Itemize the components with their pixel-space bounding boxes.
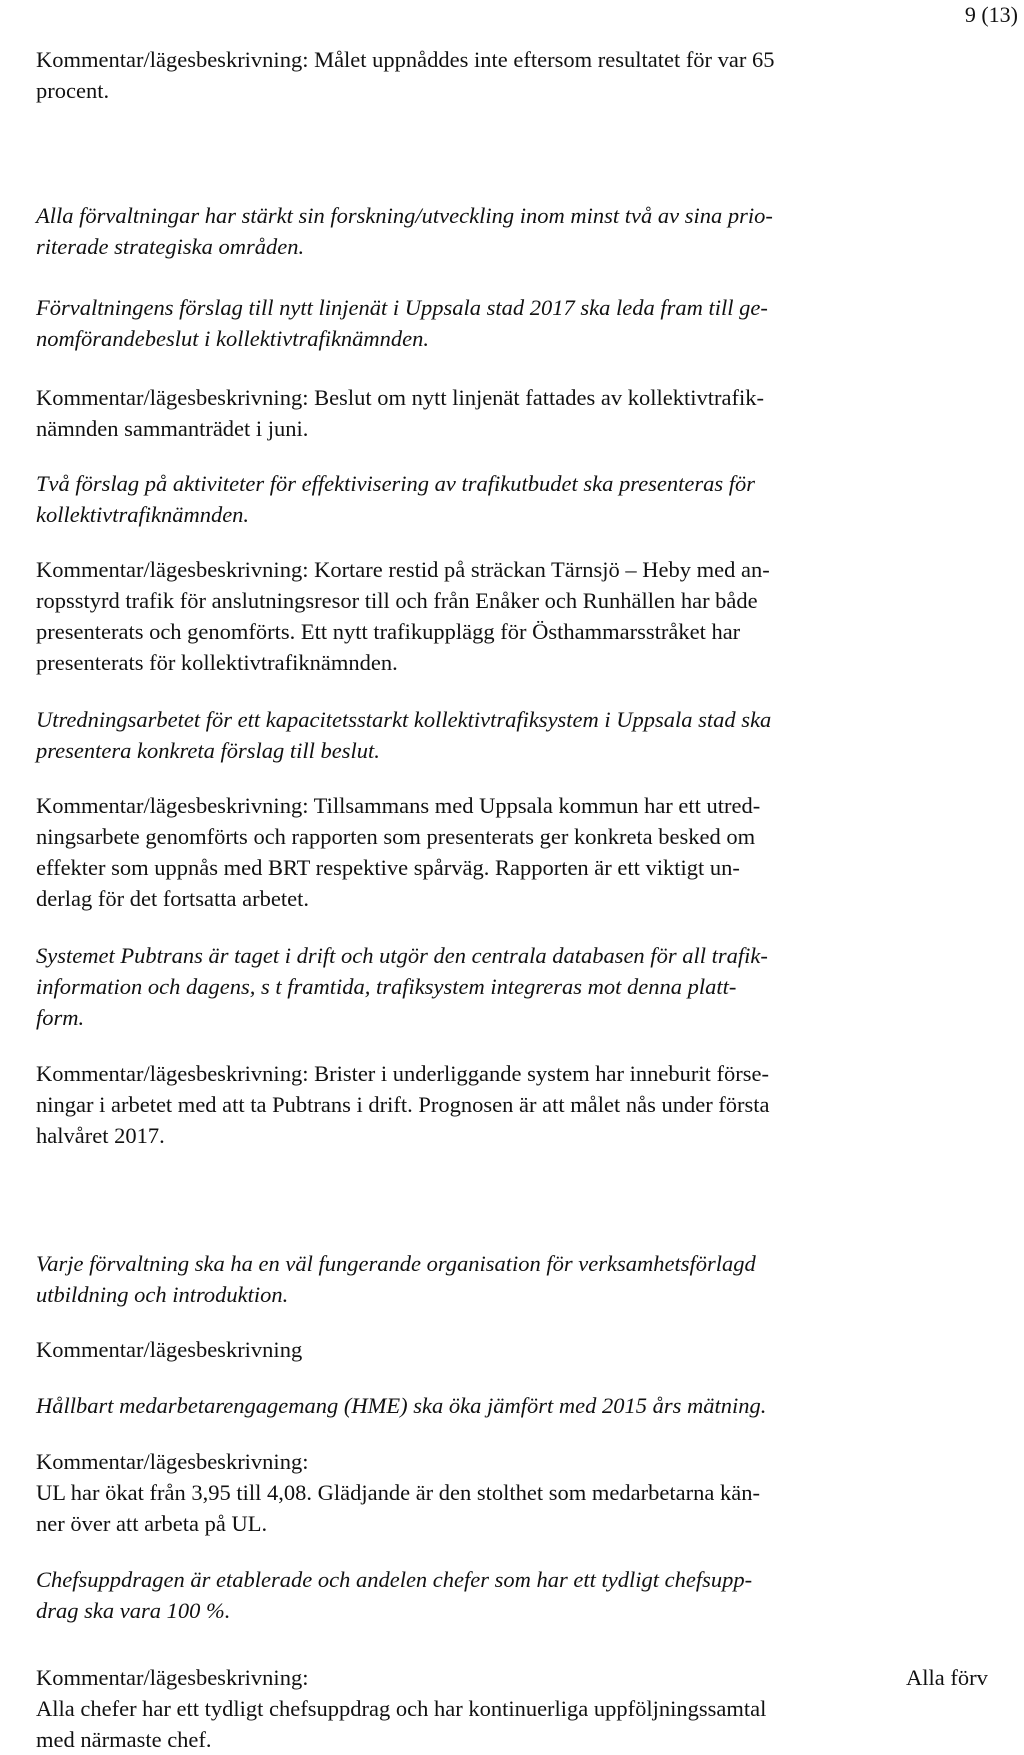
text-line: presenterats för kollektivtrafiknämnden. <box>36 650 398 675</box>
text-line: med närmaste chef. <box>36 1727 212 1752</box>
text-line: ningar i arbetet med att ta Pubtrans i drift. Prognosen är att målet nås under första <box>36 1092 770 1117</box>
goal-paragraph <box>36 940 768 1033</box>
text-line: Två förslag på aktiviteter för effektivisering av trafikutbudet ska presenteras för <box>36 471 756 496</box>
text-line: presenterats och genomförts. Ett nytt trafikupplägg för Östhammarsstråket har <box>36 619 741 644</box>
text-line: Alla chefer har ett tydligt chefsuppdrag och har kontinuerliga uppföljningssamtal <box>36 1696 767 1721</box>
text-line: nämnden sammanträdet i juni. <box>36 416 309 441</box>
text-line: kollektivtrafiknämnden. <box>36 502 250 527</box>
text-line: Kommentar/lägesbeskrivning: Brister i underliggande system har inneburit förse- <box>36 1061 769 1086</box>
text-line: Kommentar/lägesbeskrivning: Kortare restid på sträckan Tärnsjö – Heby med an- <box>36 557 770 582</box>
text-line: derlag för det fortsatta arbetet. <box>36 886 309 911</box>
goal-paragraph <box>36 468 755 530</box>
text-line: Varje förvaltning ska ha en väl fungerande organisation för verksamhetsförlagd <box>36 1251 756 1276</box>
comment-paragraph <box>36 790 760 914</box>
text-line: Chefsuppdragen är etablerade och andelen chefer som har ett tydligt chefsupp- <box>36 1567 753 1592</box>
text-line: Kommentar/lägesbeskrivning: Beslut om nytt linjenät fattades av kollektivtrafik- <box>36 385 764 410</box>
text-line: Hållbart medarbetarengagemang (HME) ska öka jämfört med 2015 års mätning. <box>36 1393 767 1418</box>
text-line: halvåret 2017. <box>36 1123 165 1148</box>
text-line: information och dagens, s t framtida, trafiksystem integreras mot denna platt- <box>36 974 737 999</box>
page-number: 9 (13) <box>964 2 1018 27</box>
text-line: Alla förvaltningar har stärkt sin forskning/utveckling inom minst två av sina prio- <box>36 203 773 228</box>
comment-paragraph <box>36 1662 766 1755</box>
text-line: procent. <box>36 78 110 103</box>
comment-paragraph <box>36 1334 302 1365</box>
text-line: presentera konkreta förslag till beslut. <box>36 738 380 763</box>
goal-paragraph <box>36 292 768 354</box>
text-line: ropsstyrd trafik för anslutningsresor till och från Enåker och Runhällen har både <box>36 588 758 613</box>
text-line: Kommentar/lägesbeskrivning: Tillsammans med Uppsala kommun har ett utred- <box>36 793 761 818</box>
goal-paragraph <box>36 704 771 766</box>
text-line: form. <box>36 1005 85 1030</box>
text-line: nomförandebeslut i kollektivtrafiknämnden. <box>36 326 430 351</box>
text-line: Kommentar/lägesbeskrivning <box>36 1337 303 1362</box>
goal-paragraph <box>36 1248 756 1310</box>
text-line: Utredningsarbetet för ett kapacitetsstarkt kollektivtrafiksystem i Uppsala stad ska <box>36 707 772 732</box>
comment-paragraph <box>36 382 764 444</box>
text-line: ner över att arbeta på UL. <box>36 1511 268 1536</box>
comment-paragraph <box>36 1446 760 1539</box>
text-line: UL har ökat från 3,95 till 4,08. Glädjande är den stolthet som medarbetarna kän- <box>36 1480 760 1505</box>
text-line: riterade strategiska områden. <box>36 234 305 259</box>
text-line: Kommentar/lägesbeskrivning: <box>36 1449 309 1474</box>
text-line: effekter som uppnås med BRT respektive spårväg. Rapporten är ett viktigt un- <box>36 855 740 880</box>
comment-paragraph <box>36 554 770 678</box>
text-line: utbildning och introduktion. <box>36 1282 289 1307</box>
text-line: ningsarbete genomförts och rapporten som presenterats ger konkreta besked om <box>36 824 756 849</box>
goal-paragraph <box>36 1390 766 1421</box>
goal-paragraph <box>36 200 773 262</box>
text-line: Systemet Pubtrans är taget i drift och utgör den centrala databasen för all trafik- <box>36 943 768 968</box>
text-line: Förvaltningens förslag till nytt linjenät i Uppsala stad 2017 ska leda fram till ge- <box>36 295 768 320</box>
text-line: Kommentar/lägesbeskrivning: Målet uppnåddes inte eftersom resultatet för var 65 <box>36 47 775 72</box>
comment-paragraph <box>36 44 775 106</box>
goal-paragraph <box>36 1564 752 1626</box>
text-line: drag ska vara 100 %. <box>36 1598 231 1623</box>
side-note: Alla förv <box>906 1665 988 1690</box>
text-line: Kommentar/lägesbeskrivning: <box>36 1665 309 1690</box>
comment-paragraph <box>36 1058 770 1151</box>
